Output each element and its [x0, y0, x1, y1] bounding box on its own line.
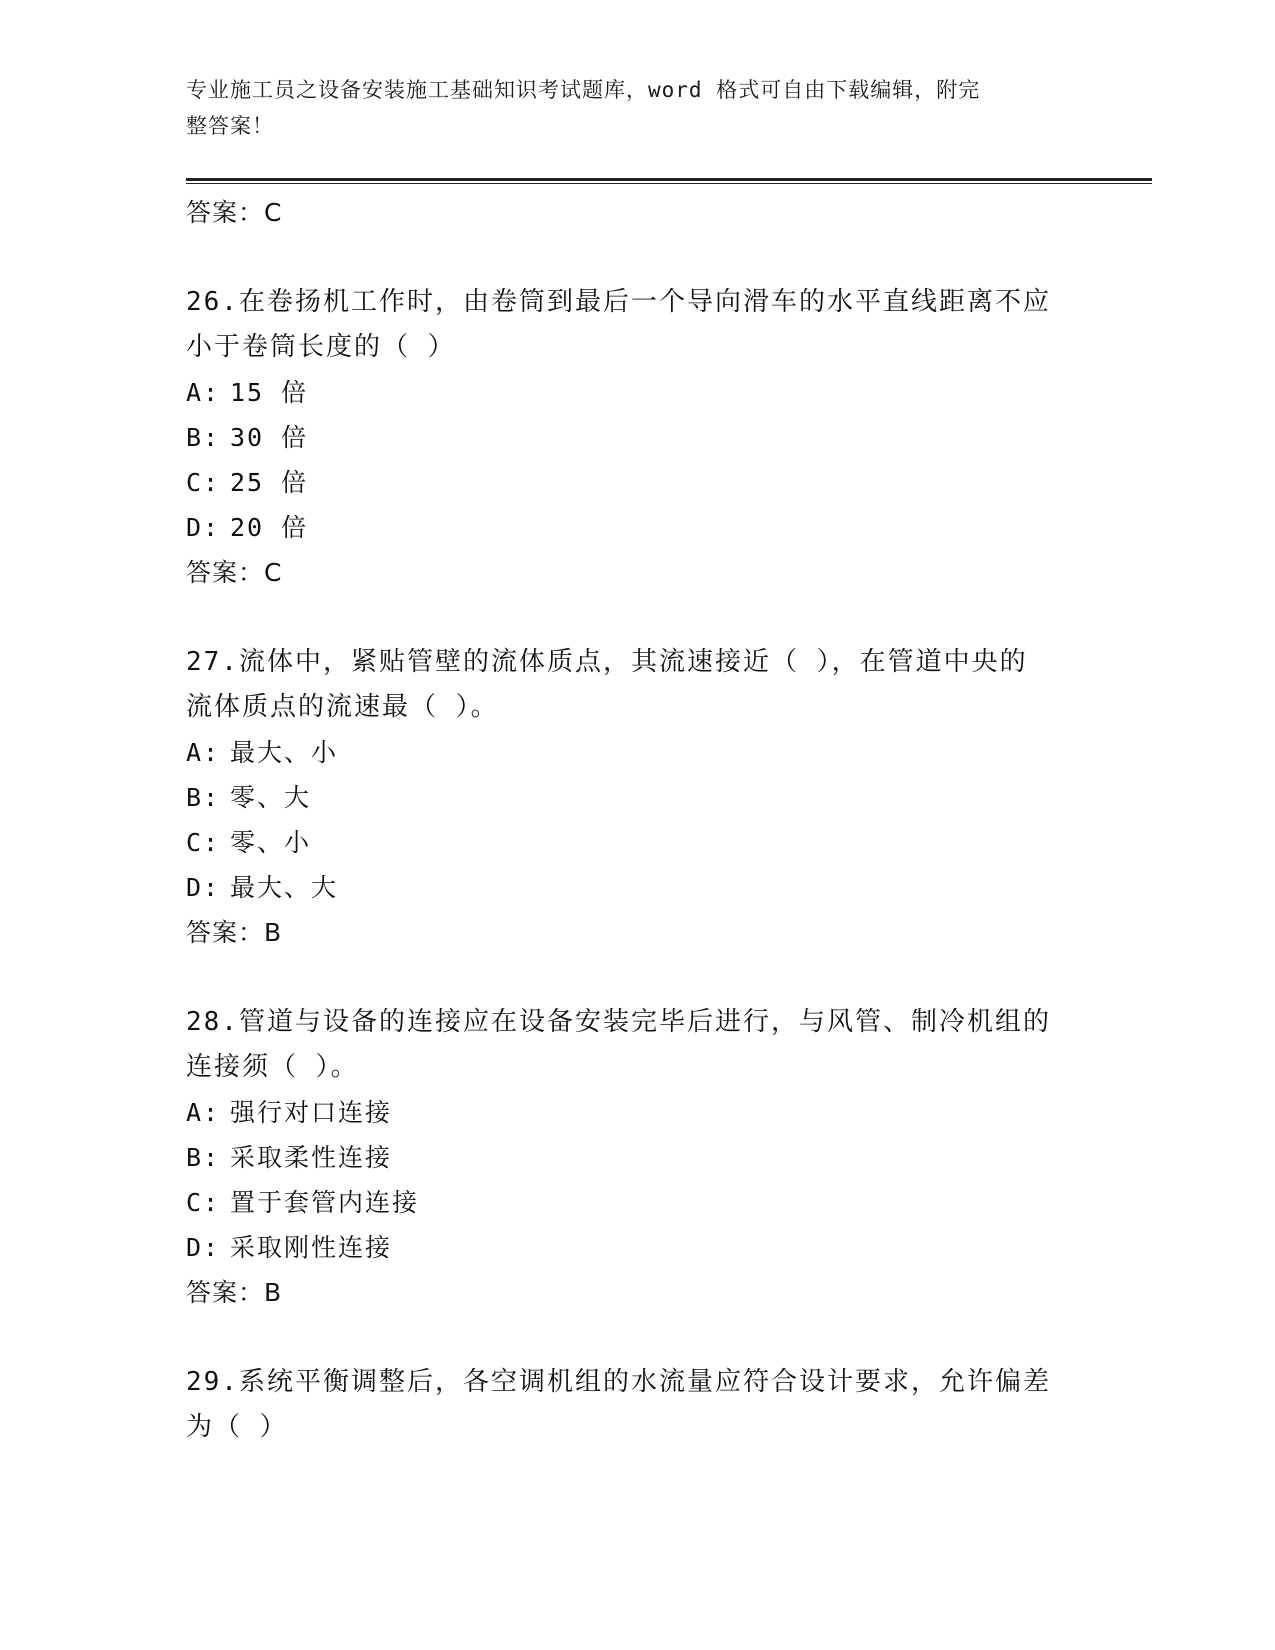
answer-line-26: 答案：C [186, 558, 283, 587]
option-c [186, 1180, 1086, 1225]
option-letter: A: [186, 1098, 221, 1127]
question-list [186, 190, 1086, 1450]
question-text-line: 27.流体中，紧贴管壁的流体质点，其流速接近（ ），在管道中央的 [186, 647, 1028, 677]
option-c [186, 820, 1086, 865]
option-d [186, 865, 1086, 910]
header-divider-thin [186, 183, 1152, 184]
option-letter: A: [186, 378, 221, 407]
option-letter: B: [186, 423, 221, 452]
option-text: 最大、小 [230, 738, 339, 767]
option-letter: C: [186, 1188, 221, 1217]
option-a [186, 370, 1086, 415]
question-26 [186, 280, 1086, 596]
option-text: 强行对口连接 [230, 1098, 393, 1127]
option-d [186, 505, 1086, 550]
document-header [186, 72, 1066, 144]
option-text: 置于套管内连接 [230, 1188, 420, 1217]
option-letter: D: [186, 513, 221, 542]
option-c [186, 460, 1086, 505]
option-letter: D: [186, 1233, 221, 1262]
option-a [186, 730, 1086, 775]
option-b [186, 775, 1086, 820]
option-text: 最大、大 [230, 873, 339, 902]
option-d [186, 1225, 1086, 1270]
question-text-line: 28.管道与设备的连接应在设备安装完毕后进行，与风管、制冷机组的 [186, 1007, 1051, 1037]
question-text-line: 流体质点的流速最（ ）。 [186, 692, 499, 722]
option-text: 采取柔性连接 [230, 1143, 393, 1172]
option-text: 15 倍 [230, 378, 309, 407]
question-text-line: 连接须（ ）。 [186, 1052, 359, 1082]
answer-line-28: 答案：B [186, 1278, 283, 1307]
question-27 [186, 640, 1086, 956]
option-a [186, 1090, 1086, 1135]
answer-line-27: 答案：B [186, 918, 283, 947]
option-letter: B: [186, 1143, 221, 1172]
header-line-2: 整答案！ [186, 114, 274, 138]
option-letter: B: [186, 783, 221, 812]
question-text-line: 为（ ） [186, 1412, 288, 1442]
question-text-27 [186, 640, 1086, 730]
question-text-line: 小于卷筒长度的（ ） [186, 332, 456, 362]
header-divider-thick [186, 178, 1152, 181]
question-text-line: 26.在卷扬机工作时，由卷筒到最后一个导向滑车的水平直线距离不应 [186, 287, 1051, 317]
option-text: 采取刚性连接 [230, 1233, 393, 1262]
answer-line-25: 答案：C [186, 198, 283, 227]
option-text: 20 倍 [230, 513, 309, 542]
option-letter: C: [186, 828, 221, 857]
question-text-line: 29.系统平衡调整后，各空调机组的水流量应符合设计要求，允许偏差 [186, 1367, 1051, 1397]
question-text-29 [186, 1360, 1086, 1450]
header-line-1: 专业施工员之设备安装施工基础知识考试题库，word 格式可自由下载编辑，附完 [186, 78, 981, 102]
option-letter: A: [186, 738, 221, 767]
option-b [186, 415, 1086, 460]
option-text: 30 倍 [230, 423, 309, 452]
option-text: 零、大 [230, 783, 312, 812]
option-text: 25 倍 [230, 468, 309, 497]
question-text-28 [186, 1000, 1086, 1090]
question-29 [186, 1360, 1086, 1450]
question-28 [186, 1000, 1086, 1316]
option-letter: C: [186, 468, 221, 497]
option-text: 零、小 [230, 828, 312, 857]
option-b [186, 1135, 1086, 1180]
question-text-26 [186, 280, 1086, 370]
option-letter: D: [186, 873, 221, 902]
